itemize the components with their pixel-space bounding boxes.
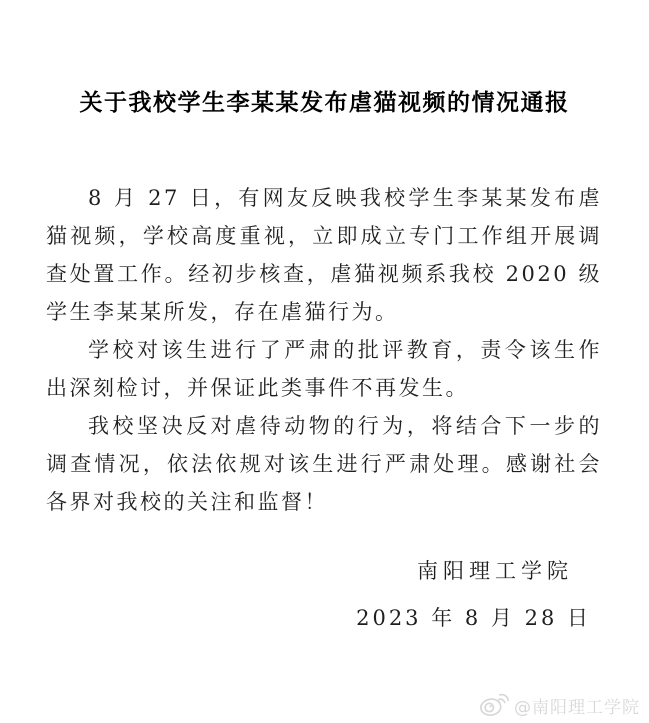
signature-block — [0, 555, 649, 632]
notice-paragraph-1: 8 月 27 日，有网友反映我校学生李某某发布虐猫视频，学校高度重视，立即成立专门工作组开展调查处置工作。经初步核查，虐猫视频系我校 2020 级学生李某某所发，存在虐猫行为。 — [46, 186, 602, 324]
notice-paragraph-2: 学校对该生进行了严肃的批评教育，责令该生作出深刻检讨，并保证此类事件不再发生。 — [46, 338, 602, 400]
weibo-icon — [478, 692, 509, 718]
notice-body — [46, 179, 602, 521]
issue-date: 2023 年 8 月 28 日 — [356, 606, 591, 630]
weibo-handle: @南阳理工学院 — [514, 697, 640, 718]
weibo-watermark — [478, 692, 640, 718]
notice-title: 关于我校学生李某某发布虐猫视频的情况通报 — [79, 90, 570, 116]
notice-paragraph-3: 我校坚决反对虐待动物的行为，将结合下一步的调查情况，依法依规对该生进行严肃处理。感谢社会各界对我校的关注和监督！ — [46, 414, 602, 514]
issuer-name: 南阳理工学院 — [417, 559, 573, 583]
